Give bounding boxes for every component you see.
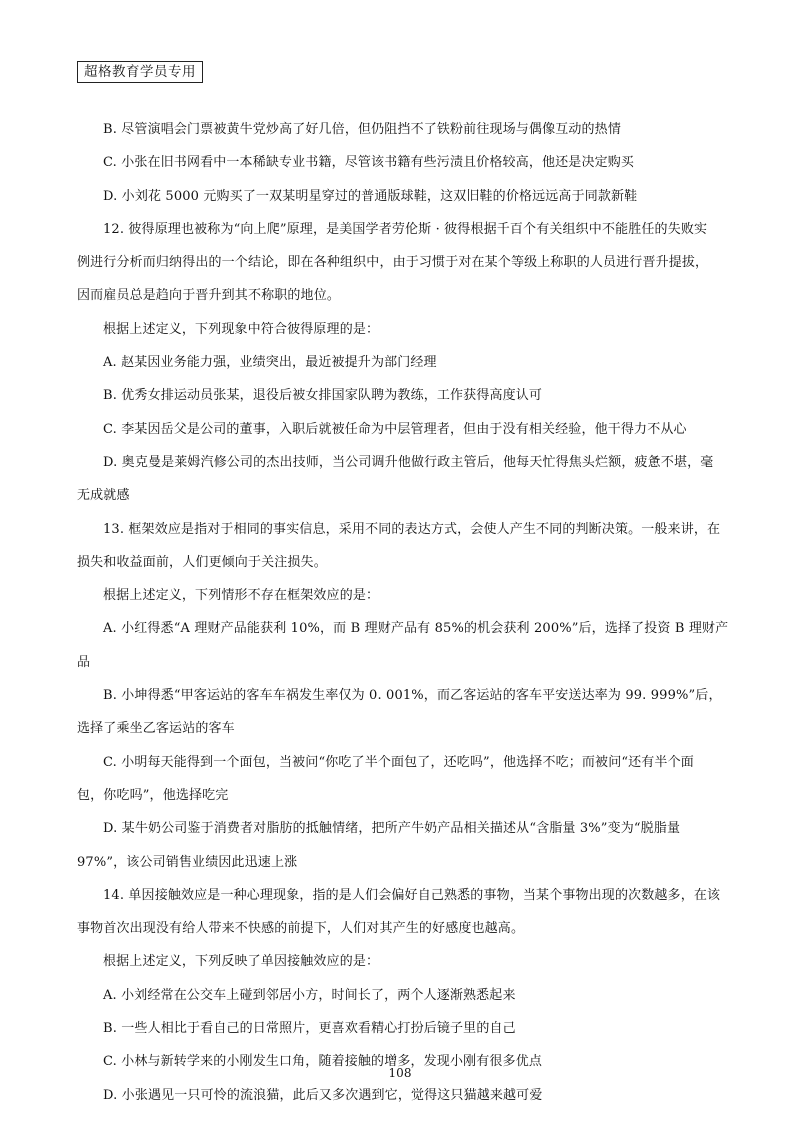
- text-line: 选择了乘坐乙客运站的客车: [77, 721, 235, 737]
- text-line: C. 小明每天能得到一个面包，当被问“你吃了半个面包了，还吃吗”，他选择不吃；而被问“还有半个面: [103, 754, 694, 770]
- text-line: D. 小张遇见一只可怜的流浪猫，此后又多次遇到它，觉得这只猫越来越可爱: [103, 1087, 543, 1103]
- text-line: 包，你吃吗”，他选择吃完: [77, 787, 229, 803]
- text-line: B. 小坤得悉“甲客运站的客车车祸发生率仅为 0. 001%，而乙客运站的客车平安送达率为 99. 999%”后，: [103, 688, 722, 704]
- text-line: 无成就感: [77, 488, 130, 504]
- text-line: A. 小红得悉“A 理财产品能获利 10%，而 B 理财产品有 85%的机会获利 200%”后，选择了投资 B 理财产: [103, 621, 729, 637]
- text-line: 12. 彼得原理也被称为“向上爬”原理，是美国学者劳伦斯 · 彼得根据千百个有关组织中不能胜任的失败实: [103, 221, 708, 237]
- header-label: 超格教育学员专用: [77, 61, 203, 83]
- text-line: B. 优秀女排运动员张某，退役后被女排国家队聘为教练，工作获得高度认可: [103, 388, 543, 404]
- text-line: 13. 框架效应是指对于相同的事实信息，采用不同的表达方式，会使人产生不同的判断决策。一般来讲，在: [103, 521, 721, 537]
- text-line: C. 小张在旧书网看中一本稀缺专业书籍，尽管该书籍有些污渍且价格较高，他还是决定购买: [103, 155, 635, 171]
- text-line: 14. 单因接触效应是一种心理现象，指的是人们会偏好自己熟悉的事物，当某个事物出现的次数越多，在该: [103, 887, 721, 903]
- text-line: C. 小林与新转学来的小刚发生口角，随着接触的增多，发现小刚有很多优点: [103, 1054, 542, 1070]
- text-line: 根据上述定义，下列情形不存在框架效应的是：: [103, 588, 380, 604]
- text-line: B. 尽管演唱会门票被黄牛党炒高了好几倍，但仍阻挡不了铁粉前往现场与偶像互动的热情: [103, 122, 621, 137]
- text-line: 根据上述定义，下列反映了单因接触效应的是：: [103, 954, 380, 970]
- text-line: 品: [77, 654, 91, 670]
- text-line: C. 李某因岳父是公司的董事，入职后就被任命为中层管理者，但由于没有相关经验，他干得力不从心: [103, 421, 687, 437]
- text-line: D. 小刘花 5000 元购买了一双某明星穿过的普通版球鞋，这双旧鞋的价格远远高于同款新鞋: [103, 188, 638, 204]
- text-line: 根据上述定义，下列现象中符合彼得原理的是：: [103, 321, 380, 337]
- text-line: 例进行分析而归纳得出的一个结论，即在各种组织中，由于习惯于对在某个等级上称职的人员进行晋升提拔，: [77, 255, 709, 271]
- text-line: 因而雇员总是趋向于晋升到其不称职的地位。: [77, 288, 341, 304]
- text-line: D. 奥克曼是莱姆汽修公司的杰出技师，当公司调升他做行政主管后，他每天忙得焦头烂额，疲惫不堪，毫: [103, 454, 714, 470]
- text-line: 损失和收益面前，人们更倾向于关注损失。: [77, 554, 327, 570]
- text-line: 97%”，该公司销售业绩因此迅速上涨: [77, 854, 298, 870]
- document-body: [77, 120, 727, 1119]
- text-line: D. 某牛奶公司鉴于消费者对脂肪的抵触情绪，把所产牛奶产品相关描述从“含脂量 3%”变为“脱脂量: [103, 821, 681, 837]
- text-line: A. 赵某因业务能力强，业绩突出，最近被提升为部门经理: [103, 355, 437, 371]
- text-line: B. 一些人相比于看自己的日常照片，更喜欢看精心打扮后镜子里的自己: [103, 1021, 516, 1037]
- page-number: 108: [388, 1066, 412, 1080]
- text-line: A. 小刘经常在公交车上碰到邻居小方，时间长了，两个人逐渐熟悉起来: [103, 987, 516, 1003]
- text-line: 事物首次出现没有给人带来不快感的前提下，人们对其产生的好感度也越高。: [77, 921, 525, 937]
